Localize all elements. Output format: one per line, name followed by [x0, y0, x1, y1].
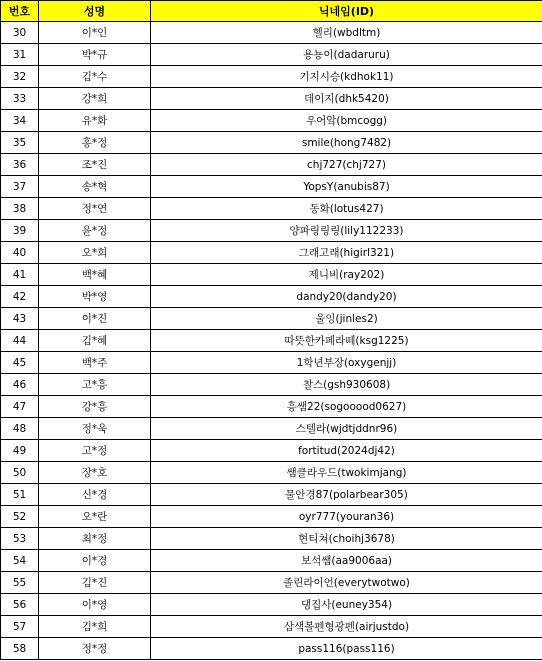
row-number: 50 — [1, 462, 39, 484]
row-name: 김*희 — [39, 616, 151, 638]
row-name: 윤*정 — [39, 220, 151, 242]
row-name: 김*수 — [39, 66, 151, 88]
table-row — [1, 374, 542, 396]
table-row — [1, 352, 542, 374]
row-number: 30 — [1, 22, 39, 44]
row-name: 박*영 — [39, 286, 151, 308]
table-row — [1, 550, 542, 572]
row-nickname: YopsY(anubis87) — [151, 176, 542, 198]
row-number: 54 — [1, 550, 39, 572]
header-number: 번호 — [1, 1, 39, 22]
row-name: 정*욱 — [39, 418, 151, 440]
table-row — [1, 572, 542, 594]
row-nickname: 그래고래(higirl321) — [151, 242, 542, 264]
row-nickname: 물안경87(polarbear305) — [151, 484, 542, 506]
row-name: 고*정 — [39, 440, 151, 462]
row-number: 33 — [1, 88, 39, 110]
table-row — [1, 528, 542, 550]
row-nickname: 제니비(ray202) — [151, 264, 542, 286]
table-row — [1, 286, 542, 308]
table-row — [1, 198, 542, 220]
row-number: 38 — [1, 198, 39, 220]
row-name: 최*정 — [39, 528, 151, 550]
row-nickname: 데이지(dhk5420) — [151, 88, 542, 110]
row-name: 이*인 — [39, 22, 151, 44]
row-nickname: fortitud(2024dj42) — [151, 440, 542, 462]
row-number: 46 — [1, 374, 39, 396]
row-nickname: pass116(pass116) — [151, 638, 542, 660]
table-row — [1, 22, 542, 44]
row-number: 32 — [1, 66, 39, 88]
row-nickname: 졸린라이언(everytwotwo) — [151, 572, 542, 594]
table-row — [1, 638, 542, 660]
row-number: 35 — [1, 132, 39, 154]
table-row — [1, 484, 542, 506]
row-name: 이*경 — [39, 550, 151, 572]
row-name: 신*경 — [39, 484, 151, 506]
row-number: 42 — [1, 286, 39, 308]
header-name: 성명 — [39, 1, 151, 22]
row-name: 홍*정 — [39, 132, 151, 154]
row-nickname: 용뇽이(dadaruru) — [151, 44, 542, 66]
row-number: 56 — [1, 594, 39, 616]
row-nickname: 찰스(gsh930608) — [151, 374, 542, 396]
table-row — [1, 66, 542, 88]
header-row — [1, 1, 542, 22]
table-row — [1, 616, 542, 638]
row-name: 강*흥 — [39, 396, 151, 418]
table-row — [1, 242, 542, 264]
row-name: 오*란 — [39, 506, 151, 528]
table-row — [1, 440, 542, 462]
table-row — [1, 220, 542, 242]
table-row — [1, 330, 542, 352]
row-name: 정*연 — [39, 198, 151, 220]
header-nickname: 닉네임(ID) — [151, 1, 542, 22]
row-number: 36 — [1, 154, 39, 176]
row-number: 41 — [1, 264, 39, 286]
row-name: 백*혜 — [39, 264, 151, 286]
row-number: 48 — [1, 418, 39, 440]
table-row — [1, 506, 542, 528]
row-nickname: 헬리(wbdltm) — [151, 22, 542, 44]
row-name: 송*혁 — [39, 176, 151, 198]
row-nickname: 댕집사(euney354) — [151, 594, 542, 616]
row-number: 58 — [1, 638, 39, 660]
row-number: 53 — [1, 528, 39, 550]
row-number: 39 — [1, 220, 39, 242]
row-nickname: dandy20(dandy20) — [151, 286, 542, 308]
row-number: 37 — [1, 176, 39, 198]
row-nickname: 울잉(jinles2) — [151, 308, 542, 330]
row-nickname: 쌤클라우드(twokimjang) — [151, 462, 542, 484]
table-row — [1, 308, 542, 330]
row-number: 43 — [1, 308, 39, 330]
table-row — [1, 44, 542, 66]
row-name: 박*규 — [39, 44, 151, 66]
row-nickname: 따뜻한카페라떼(ksg1225) — [151, 330, 542, 352]
row-nickname: 보석쌤(aa9006aa) — [151, 550, 542, 572]
row-number: 52 — [1, 506, 39, 528]
table-body — [1, 22, 542, 660]
row-nickname: 동화(lotus427) — [151, 198, 542, 220]
row-name: 김*혜 — [39, 330, 151, 352]
row-number: 34 — [1, 110, 39, 132]
row-name: 오*희 — [39, 242, 151, 264]
table-row — [1, 176, 542, 198]
row-nickname: 스텔라(wjdtjddnr96) — [151, 418, 542, 440]
table-row — [1, 88, 542, 110]
row-number: 44 — [1, 330, 39, 352]
row-nickname: smile(hong7482) — [151, 132, 542, 154]
row-name: 고*흥 — [39, 374, 151, 396]
row-nickname: 우어앜(bmcogg) — [151, 110, 542, 132]
row-name: 이*진 — [39, 308, 151, 330]
row-name: 이*영 — [39, 594, 151, 616]
row-nickname: chj727(chj727) — [151, 154, 542, 176]
row-number: 55 — [1, 572, 39, 594]
table-row — [1, 264, 542, 286]
table-row — [1, 418, 542, 440]
table-row — [1, 462, 542, 484]
row-name: 백*주 — [39, 352, 151, 374]
row-number: 40 — [1, 242, 39, 264]
row-name: 조*진 — [39, 154, 151, 176]
row-number: 49 — [1, 440, 39, 462]
table-row — [1, 594, 542, 616]
row-number: 57 — [1, 616, 39, 638]
row-nickname: 삼색볼펜형광펜(airjustdo) — [151, 616, 542, 638]
row-nickname: oyr777(youran36) — [151, 506, 542, 528]
row-number: 31 — [1, 44, 39, 66]
row-nickname: 1학년부장(oxygenjj) — [151, 352, 542, 374]
table-row — [1, 154, 542, 176]
row-number: 47 — [1, 396, 39, 418]
row-number: 45 — [1, 352, 39, 374]
row-name: 강*희 — [39, 88, 151, 110]
row-number: 51 — [1, 484, 39, 506]
row-name: 장*호 — [39, 462, 151, 484]
row-nickname: 현티쳐(choihj3678) — [151, 528, 542, 550]
row-name: 김*진 — [39, 572, 151, 594]
row-nickname: 흥쌤22(sogooood0627) — [151, 396, 542, 418]
table-header — [1, 1, 542, 22]
table-row — [1, 132, 542, 154]
row-nickname: 기지시승(kdhok11) — [151, 66, 542, 88]
table-row — [1, 110, 542, 132]
row-name: 유*화 — [39, 110, 151, 132]
row-nickname: 양파링링링(lily112233) — [151, 220, 542, 242]
table-row — [1, 396, 542, 418]
row-name: 정*정 — [39, 638, 151, 660]
